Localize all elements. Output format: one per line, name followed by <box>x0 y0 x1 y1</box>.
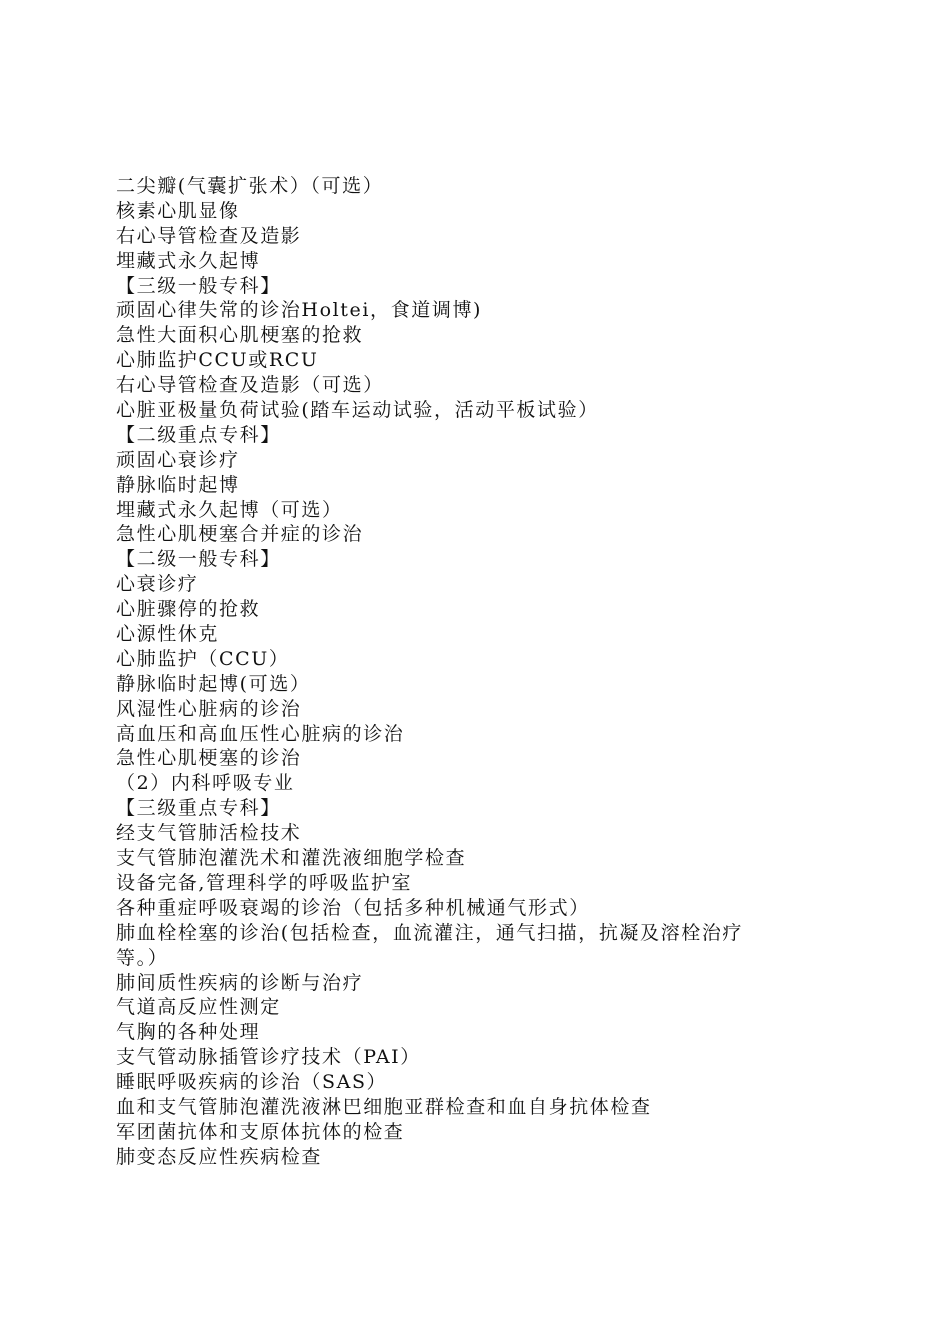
text-line: 肺血栓栓塞的诊治(包括检查，血流灌注，通气扫描，抗凝及溶栓治疗 <box>116 921 744 944</box>
text-line: 心脏亚极量负荷试验(踏车运动试验，活动平板试验） <box>116 399 599 422</box>
section-heading: 【三级重点专科】 <box>116 797 281 820</box>
text-line: 心脏骤停的抢救 <box>116 598 261 621</box>
text-line: 心衰诊疗 <box>116 573 199 596</box>
text-line: 二尖瓣(气囊扩张术）（可选） <box>116 175 384 197</box>
text-line: 经支气管肺活检技术 <box>116 822 302 845</box>
text-line: 心肺监护CCU或RCU <box>116 349 319 372</box>
subsection-heading: （2）内科呼吸专业 <box>116 772 295 795</box>
text-line: 右心导管检查及造影 <box>116 224 302 247</box>
text-line: 右心导管检查及造影（可选） <box>116 374 384 397</box>
text-line: 支气管肺泡灌洗术和灌洗液细胞学检查 <box>116 847 467 870</box>
text-line: 顽固心律失常的诊治Holtei，食道调博) <box>116 299 483 322</box>
text-line: 肺变态反应性疾病检查 <box>116 1145 323 1168</box>
text-line: 心源性休克 <box>116 623 220 646</box>
section-heading: 【三级一般专科】 <box>116 274 281 297</box>
text-line: 风湿性心脏病的诊治 <box>116 697 302 720</box>
text-line: 核素心肌显像 <box>116 199 240 222</box>
text-line: 静脉临时起博(可选） <box>116 672 311 695</box>
text-line: 心肺监护（CCU） <box>116 647 290 670</box>
text-line: 气胸的各种处理 <box>116 1021 261 1044</box>
text-line: 设备完备,管理科学的呼吸监护室 <box>116 871 413 894</box>
text-line: 气道高反应性测定 <box>116 996 281 1019</box>
section-heading: 【二级重点专科】 <box>116 423 281 446</box>
text-line: 高血压和高血压性心脏病的诊治 <box>116 722 405 745</box>
text-line: 静脉临时起博 <box>116 473 240 496</box>
text-line: 顽固心衰诊疗 <box>116 448 240 471</box>
text-line: 血和支气管肺泡灌洗液淋巴细胞亚群检查和血自身抗体检查 <box>116 1095 652 1118</box>
text-line: 急性心肌梗塞合并症的诊治 <box>116 523 364 546</box>
text-line: 睡眠呼吸疾病的诊治（SAS） <box>116 1071 388 1094</box>
text-line: 急性心肌梗塞的诊治 <box>116 747 302 770</box>
text-line: 等。） <box>116 946 169 969</box>
text-line: 埋藏式永久起博（可选） <box>116 498 343 521</box>
text-line: 各种重症呼吸衰竭的诊治（包括多种机械通气形式） <box>116 896 590 919</box>
section-heading: 【二级一般专科】 <box>116 548 281 571</box>
text-line: 急性大面积心肌梗塞的抢救 <box>116 324 364 347</box>
text-line: 支气管动脉插管诊疗技术（PAI） <box>116 1046 421 1069</box>
text-line: 肺间质性疾病的诊断与治疗 <box>116 971 364 994</box>
text-line: 军团菌抗体和支原体抗体的检查 <box>116 1120 405 1143</box>
document-body <box>116 174 816 1170</box>
text-line: 埋藏式永久起博 <box>116 249 261 272</box>
